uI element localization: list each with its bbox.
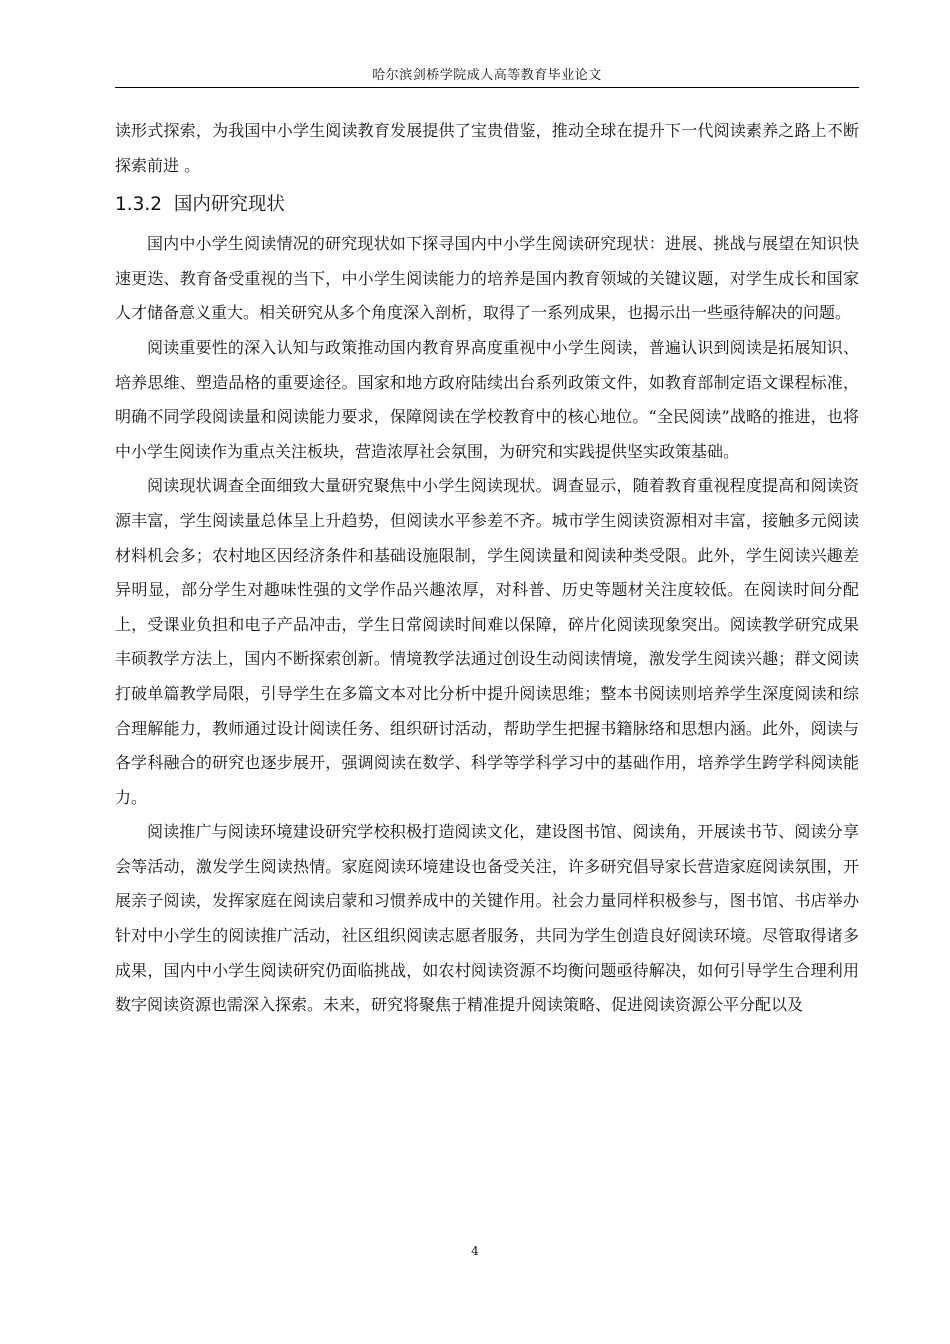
body-paragraph-3: 阅读现状调查全面细致大量研究聚焦中小学生阅读现状。调查显示，随着教育重视程度提高和阅读资源丰富，学生阅读量总体呈上升趋势，但阅读水平参差不齐。城市学生阅读资源相对丰富，接触多元阅读材料机会多；农村地区因经济条件和基础设施限制，学生阅读量和阅读种类受限。此外，学生阅读兴趣差异明显，部分学生对趣味性强的文学作品兴趣浓厚，对科普、历史等题材关注度较低。在阅读时间分配上，受课业负担和电子产品冲击，学生日常阅读时间难以保障，碎片化阅读现象突出。阅读教学研究成果丰硕教学方法上，国内不断探索创新。情境教学法通过创设生动阅读情境，激发学生阅读兴趣；群文阅读打破单篇教学局限，引导学生在多篇文本对比分析中提升阅读思维；整本书阅读则培养学生深度阅读和综合理解能力，教师通过设计阅读任务、组织研讨活动，帮助学生把握书籍脉络和思想内涵。此外，阅读与各学科融合的研究也逐步展开，强调阅读在数学、科学等学科学习中的基础作用，培养学生跨学科阅读能力。	[115, 476, 859, 807]
body-paragraph-1: 国内中小学生阅读情况的研究现状如下探寻国内中小学生阅读研究现状：进展、挑战与展望在知识快速更迭、教育备受重视的当下，中小学生阅读能力的培养是国内教育领域的关键议题，对学生成长和国家人才储备意义重大。相关研究从多个角度深入剖析，取得了一系列成果，也揭示出一些亟待解决的问题。	[115, 234, 859, 323]
body-paragraph-2: 阅读重要性的深入认知与政策推动国内教育界高度重视中小学生阅读，普遍认识到阅读是拓展知识、培养思维、塑造品格的重要途径。国家和地方政府陆续出台系列政策文件，如教育部制定语文课程标准，明确不同学段阅读量和阅读能力要求，保障阅读在学校教育中的核心地位。“全民阅读”战略的推进，也将中小学生阅读作为重点关注板块，营造浓厚社会氛围，为研究和实践提供坚实政策基础。	[115, 337, 859, 461]
section-title: 国内研究现状	[173, 194, 285, 216]
continuation-paragraph: 读形式探索，为我国中小学生阅读教育发展提供了宝贵借鉴，推动全球在提升下一代阅读素养之路上不断探索前进 。	[115, 121, 859, 175]
body-paragraph-4: 阅读推广与阅读环境建设研究学校积极打造阅读文化，建设图书馆、阅读角，开展读书节、阅读分享会等活动，激发学生阅读热情。家庭阅读环境建设也备受关注，许多研究倡导家长营造家庭阅读氛围，开展亲子阅读，发挥家庭在阅读启蒙和习惯养成中的关键作用。社会力量同样积极参与，图书馆、书店举办针对中小学生的阅读推广活动，社区组织阅读志愿者服务，共同为学生创造良好阅读环境。尽管取得诸多成果，国内中小学生阅读研究仍面临挑战，如农村阅读资源不均衡问题亟待解决，如何引导学生合理利用数字阅读资源也需深入探索。未来，研究将聚焦于精准提升阅读策略、促进阅读资源公平分配以及	[115, 822, 859, 1015]
running-header: 哈尔滨剑桥学院成人高等教育毕业论文	[372, 68, 602, 83]
page-number: 4	[471, 1244, 479, 1258]
page-content	[115, 114, 859, 1023]
section-number: 1.3.2	[115, 194, 163, 216]
section-heading	[115, 187, 859, 223]
header-rule	[115, 87, 859, 88]
